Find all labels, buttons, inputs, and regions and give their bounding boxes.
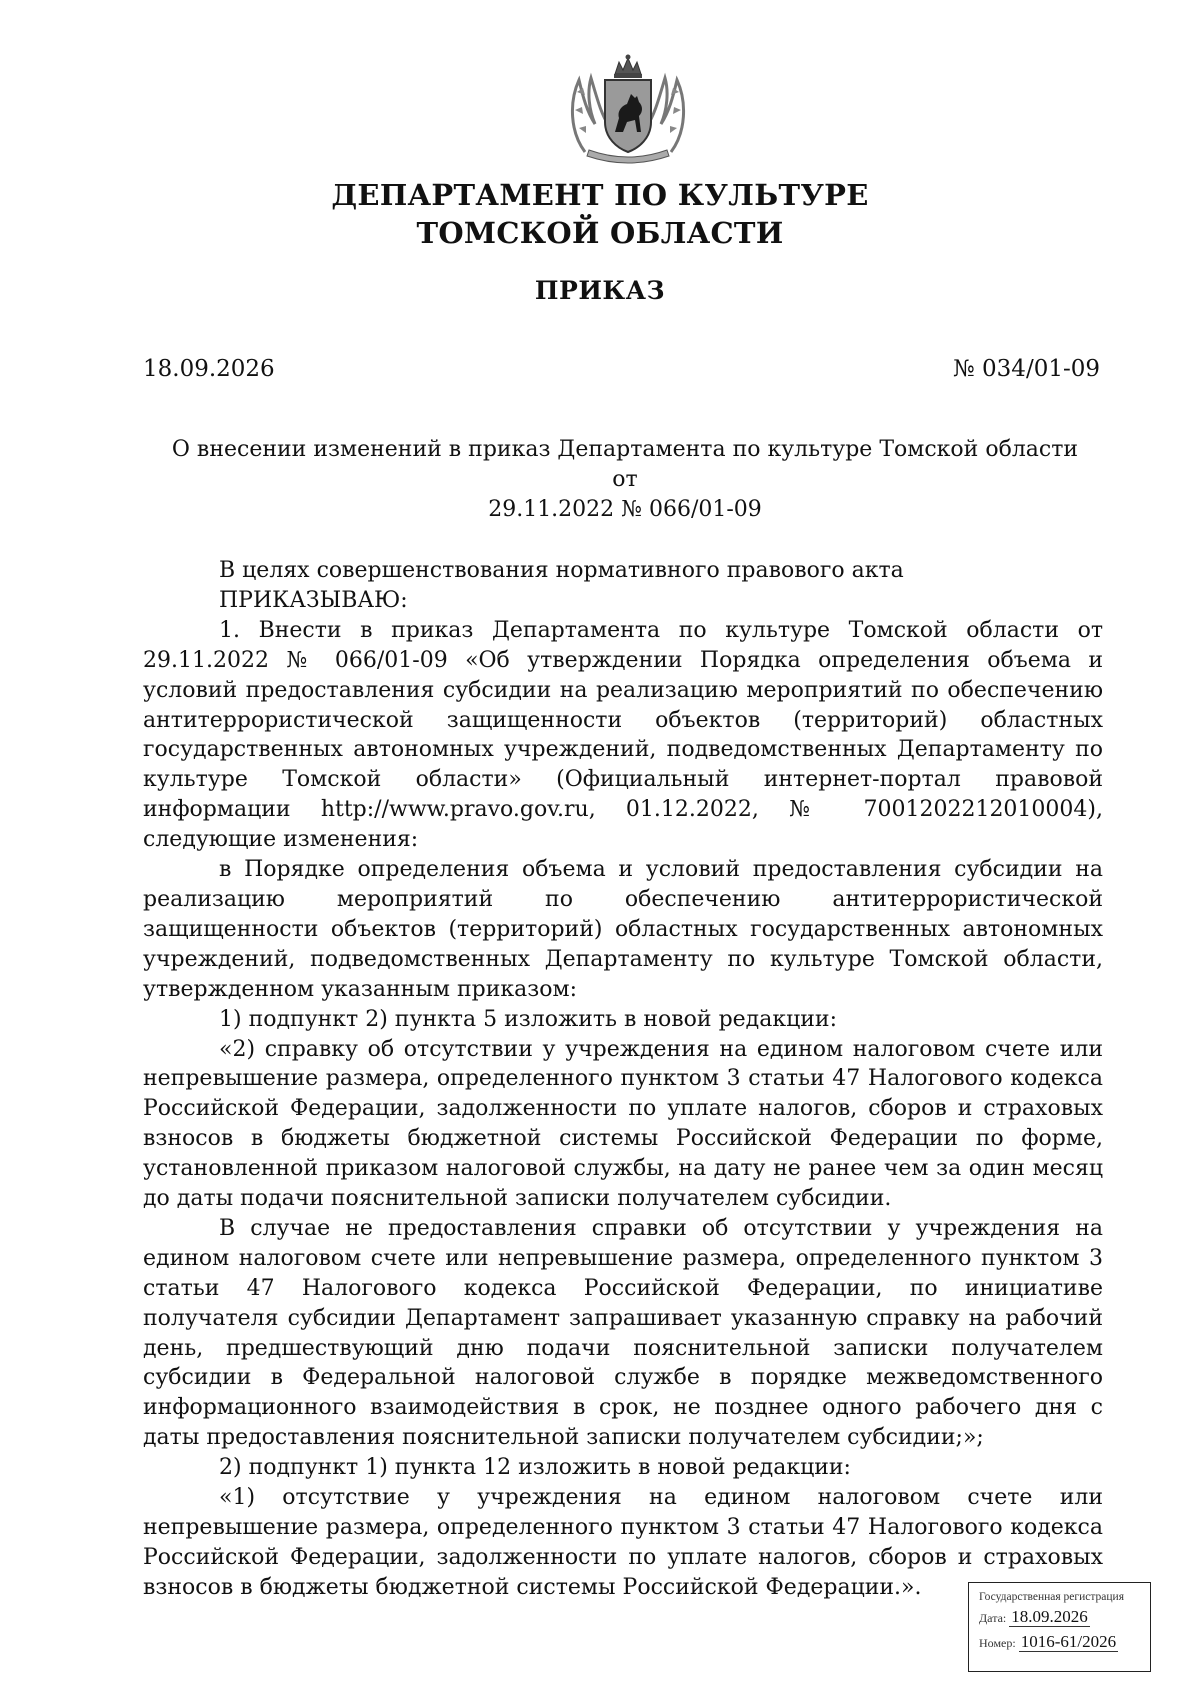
paragraph-subitem-2: 2) подпункт 1) пункта 12 изложить в новой редакции:: [219, 1455, 851, 1481]
paragraph-item-1: 1. Внести в приказ Департамента по культуре Томской области от 29.11.2022 № 066/01-09 «Об утверждении Порядка определения объема и условий предоставления субсидии на реализацию мероприятий по обеспечению антитеррористической защищенности объектов (территорий) областных государственных автономных учреждений, подведомственных Департаменту по культуре Томской области» (Официальный интернет-портал правовой информации http://www.pravo.gov.ru, 01.12.2022, № 7001202212010004), следующие изменения:: [143, 617, 1103, 853]
order-number: № 034/01-09: [952, 356, 1100, 382]
stamp-date-row: [979, 1605, 1144, 1630]
paragraph-subitem-1: 1) подпункт 2) пункта 5 изложить в новой редакции:: [219, 1006, 837, 1032]
registration-stamp: [968, 1582, 1151, 1672]
organization-name-line2: ТОМСКОЙ ОБЛАСТИ: [416, 216, 784, 250]
tomsk-coat-of-arms-icon: [565, 52, 691, 164]
stamp-number-row: [979, 1630, 1144, 1655]
order-subject: [160, 435, 1090, 525]
stamp-number-value: 1016-61/2026: [1020, 1632, 1117, 1651]
organization-name-line1: ДЕПАРТАМЕНТ ПО КУЛЬТУРЕ: [331, 178, 869, 212]
stamp-number-label: Номер:: [979, 1636, 1016, 1650]
document-type: ПРИКАЗ: [534, 276, 666, 305]
paragraph-new-wording-2: «2) справку об отсутствии у учреждения на едином налоговом счете или непревышение размера, определенного пунктом 3 статьи 47 Налогового кодекса Российской Федерации, задолженности по уплате налогов, сборов и страховых взносов в бюджеты бюджетной системы Российской Федерации по форме, установленной приказом налоговой службы, на дату не ранее чем за один месяц до даты подачи пояснительной записки получателем субсидии.: [143, 1036, 1103, 1212]
stamp-date-value: 18.09.2026: [1011, 1607, 1088, 1626]
order-date: 18.09.2026: [143, 356, 275, 382]
paragraph-no-certificate: В случае не предоставления справки об отсутствии у учреждения на едином налоговом счете или непревышение размера, определенного пунктом 3 статьи 47 Налогового кодекса Российской Федерации, по инициативе получателя субсидии Департамент запрашивает указанную справку на рабочий день, предшествующий дню подачи пояснительной записки получателем субсидии в Федеральной налоговой службе в порядке межведомственного информационного взаимодействия в срок, не позднее одного рабочего дня с даты предоставления пояснительной записки получателем субсидии;»;: [143, 1215, 1103, 1451]
paragraph-order-word: ПРИКАЗЫВАЮ:: [219, 587, 408, 613]
stamp-title: Государственная регистрация: [979, 1591, 1124, 1603]
paragraph-new-wording-1: «1) отсутствие у учреждения на едином налоговом счете или непревышение размера, определенного пунктом 3 статьи 47 Налогового кодекса Российской Федерации, задолженности по уплате налогов, сборов и страховых взносов в бюджеты бюджетной системы Российской Федерации.».: [143, 1485, 1103, 1600]
paragraph-procedure: в Порядке определения объема и условий предоставления субсидии на реализацию мероприятий по обеспечению антитеррористической защищенности объектов (территорий) областных государственных автономных учреждений, подведомственных Департаменту по культуре Томской области, утвержденном указанным приказом:: [143, 857, 1103, 1002]
stamp-date-label: Дата:: [979, 1611, 1007, 1625]
paragraph-purpose: В целях совершенствования нормативного правового акта: [219, 558, 904, 583]
order-body: [143, 556, 1103, 1603]
subject-line1: О внесении изменений в приказ Департамента по культуре Томской области от: [171, 437, 1079, 492]
subject-line2: 29.11.2022 № 066/01-09: [488, 497, 762, 522]
